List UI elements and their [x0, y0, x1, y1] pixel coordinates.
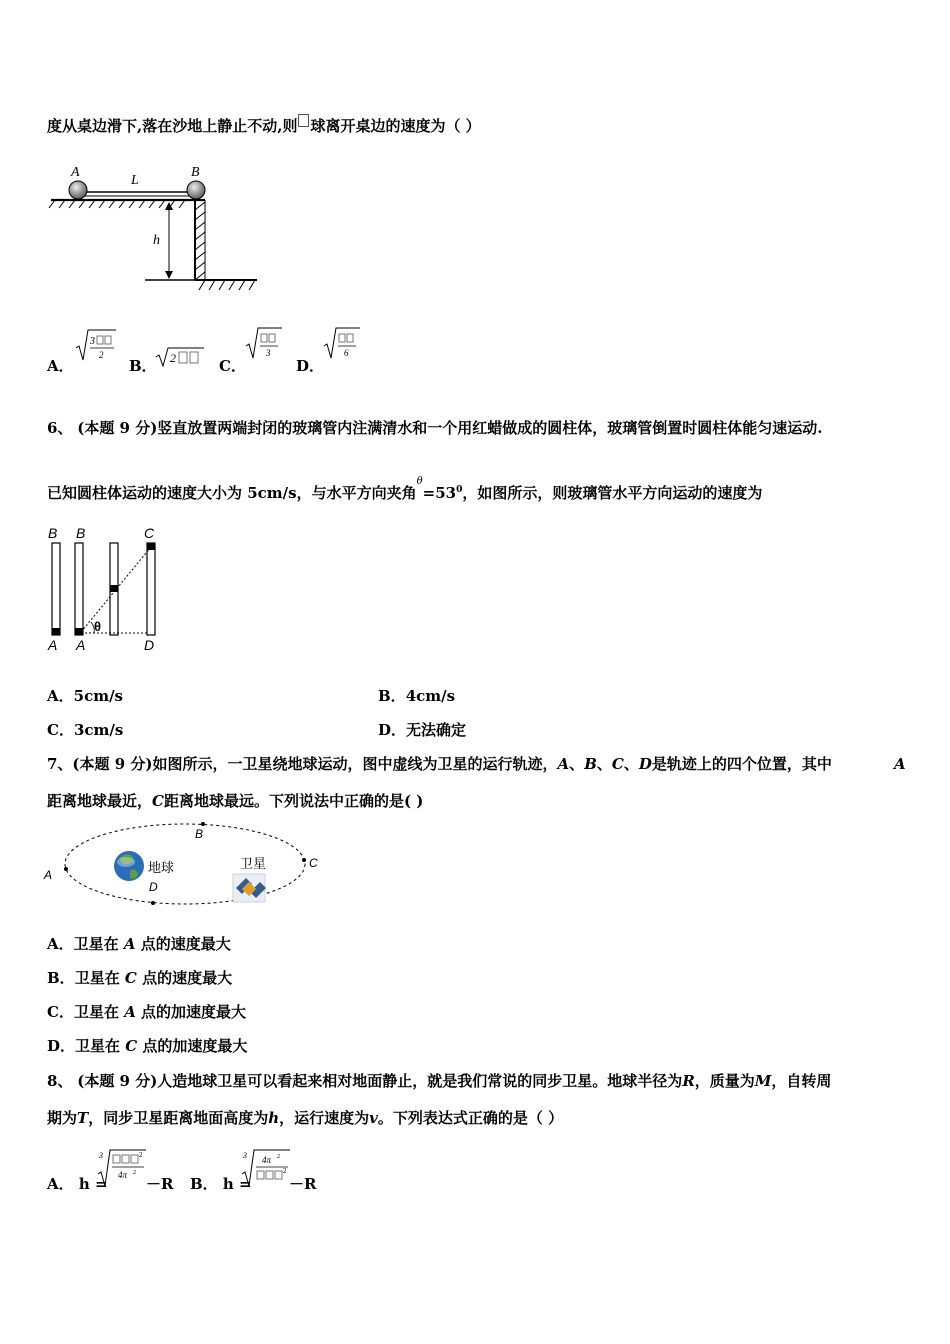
q5-table-figure	[45, 160, 265, 300]
q5-option-c-formula	[244, 324, 284, 364]
missing-glyph-box	[298, 114, 309, 127]
q5-option-c[interactable]: C．	[219, 357, 246, 375]
svg-text:3: 3	[243, 1151, 247, 1160]
q5-stem-tail: 度从桌边滑下,落在沙地上静止不动,则 球离开桌边的速度为（ ）	[47, 116, 481, 136]
orbit-path	[65, 824, 305, 904]
q6-stem-line2: 已知圆柱体运动的速度大小为 5cm/s，与水平方向夹角$^\theta=53^0$，如图所示，则玻璃管水平方向运动的速度为	[47, 476, 763, 502]
svg-text:B: B	[76, 525, 86, 541]
svg-text:6: 6	[344, 348, 349, 358]
ball-a	[69, 181, 87, 199]
q5-option-b-formula	[154, 346, 206, 368]
q8-option-b-formula	[240, 1144, 292, 1190]
svg-text:D: D	[149, 880, 158, 894]
q8-option-a-formula	[96, 1144, 148, 1190]
svg-text:卫星: 卫星	[240, 857, 267, 872]
svg-text:A: A	[48, 637, 58, 653]
svg-text:C: C	[309, 856, 318, 870]
q5-option-b[interactable]: B．	[129, 357, 157, 375]
svg-text:4π: 4π	[262, 1155, 272, 1165]
label-b: B	[191, 165, 200, 180]
q6-option-b[interactable]: B．4cm/s	[378, 687, 456, 705]
q5-option-d-formula	[322, 324, 362, 364]
q7-option-c[interactable]: C．卫星在 A 点的加速度最大	[47, 1003, 247, 1021]
tube-4	[147, 543, 155, 635]
tube-1	[52, 543, 60, 635]
q8-option-b-tail: －R	[289, 1175, 317, 1193]
svg-text:3: 3	[99, 1151, 103, 1160]
svg-text:3: 3	[266, 348, 271, 358]
svg-text:2: 2	[133, 1170, 136, 1176]
q7-option-a[interactable]: A．卫星在 A 点的速度最大	[47, 935, 231, 953]
q7-option-d[interactable]: D．卫星在 C 点的加速度最大	[47, 1037, 248, 1055]
theta-label: θ	[94, 619, 102, 634]
q6-tube-figure	[44, 522, 174, 654]
q7-stem-line1: 7、(本题 9 分)如图所示，一卫星绕地球运动，图中虚线为卫星的运行轨迹，A、B、C、D是轨迹上的四个位置，其中	[47, 755, 832, 773]
label-l: L	[131, 173, 139, 188]
q6-option-a[interactable]: A．5cm/s	[47, 687, 124, 705]
q7-stem-line2: 距离地球最近，C距离地球最远。下列说法中正确的是( )	[47, 792, 424, 810]
q7-stem-line1-end: A	[894, 755, 906, 773]
svg-text:B: B	[195, 827, 204, 841]
q6-option-d[interactable]: D．无法确定	[378, 721, 467, 739]
q6-stem-line1: 6、 (本题 9 分)竖直放置两端封闭的玻璃管内注满清水和一个用红蜡做成的圆柱体，玻璃管倒置时圆柱体能匀速运动.	[47, 419, 823, 437]
svg-text:4π: 4π	[118, 1170, 128, 1180]
svg-text:2: 2	[283, 1167, 287, 1175]
svg-text:2: 2	[277, 1154, 280, 1160]
svg-text:A: A	[44, 868, 53, 882]
tube-2	[75, 543, 83, 635]
q6-option-c[interactable]: C．3cm/s	[47, 721, 124, 739]
q8-stem-line1: 8、 (本题 9 分)人造地球卫星可以看起来相对地面静止，就是我们常说的同步卫星。地球半径为R，质量为M，自转周	[47, 1072, 832, 1090]
svg-text:B: B	[48, 525, 58, 541]
svg-text:D: D	[144, 637, 155, 653]
label-h: h	[153, 233, 160, 248]
svg-text:A: A	[76, 637, 86, 653]
q8-stem-line2: 期为T，同步卫星距离地面高度为h，运行速度为v。下列表达式正确的是（ ）	[47, 1109, 564, 1127]
ball-b	[187, 181, 205, 199]
q7-orbit-figure	[40, 818, 325, 910]
q7-option-b[interactable]: B．卫星在 C 点的速度最大	[47, 969, 233, 987]
q5-option-a[interactable]: A．	[47, 357, 74, 375]
svg-text:C: C	[144, 525, 155, 541]
label-a: A	[71, 165, 80, 180]
svg-text:2: 2	[99, 350, 104, 360]
q5-option-a-formula	[74, 326, 118, 366]
svg-text:2: 2	[139, 1151, 143, 1159]
q8-option-a[interactable]: A． h =	[47, 1175, 108, 1193]
q8-option-a-tail: －R	[146, 1175, 174, 1193]
q5-option-d[interactable]: D．	[296, 357, 325, 375]
svg-text:2: 2	[170, 351, 176, 365]
svg-text:地球: 地球	[148, 861, 175, 876]
svg-text:3: 3	[90, 336, 95, 347]
q8-option-b[interactable]: B． h =	[190, 1175, 252, 1193]
satellite-icon	[233, 874, 266, 902]
